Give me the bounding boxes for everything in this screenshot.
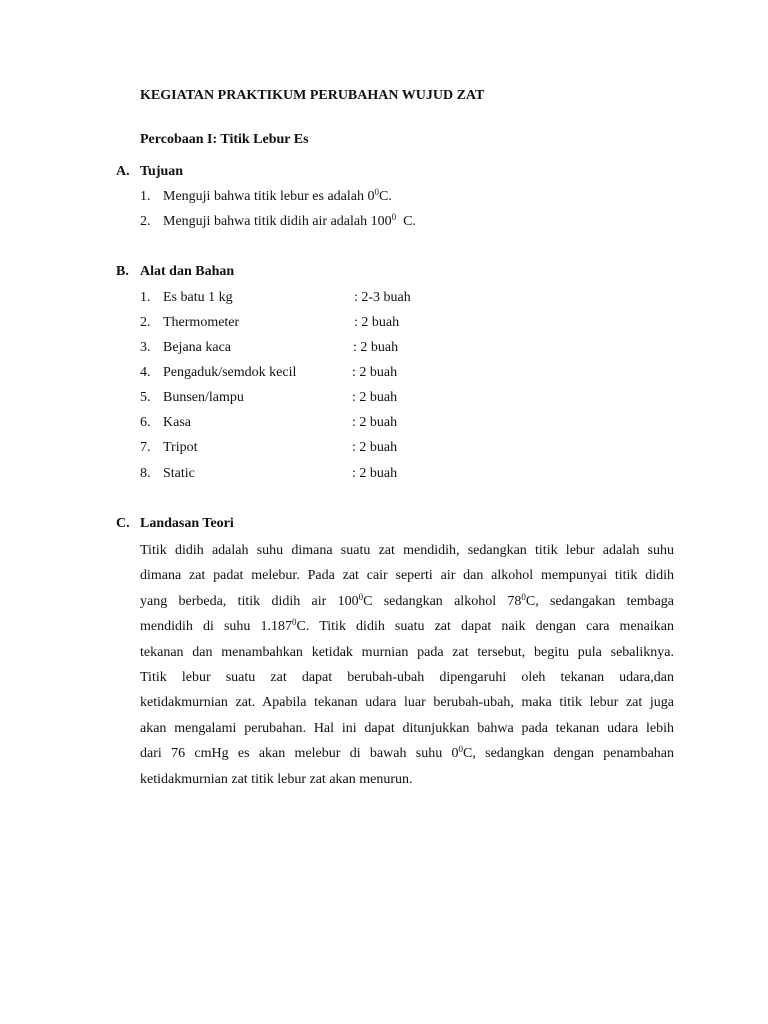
material-4-number: 4. [140, 365, 151, 380]
theory-line-10-text: ketidakmurnian zat titik lebur zat akan menurun. [140, 771, 413, 787]
objective-1-degree: 0 [374, 187, 379, 197]
objective-2-unit: C. [396, 214, 416, 229]
theory-line-9-text-a: dari 76 cmHg es akan melebur di bawah suhu 0 [140, 746, 459, 762]
material-1-number: 1. [140, 290, 151, 305]
material-4-name: Pengaduk/semdok kecil [163, 365, 297, 380]
objective-2-text: Menguji bahwa titik didih air adalah 100 [163, 214, 392, 229]
theory-line-2 [140, 563, 674, 588]
theory-line-8-text: akan mengalami perubahan. Hal ini dapat ditunjukkan bahwa pada tekanan udara lebih [140, 720, 674, 736]
section-c-heading: Landasan Teori [140, 516, 234, 531]
theory-line-3-text-c: C, sedangakan tembaga [525, 593, 675, 609]
theory-line-4-text-a: mendidih di suhu 1.187 [140, 619, 293, 635]
material-3-name: Bejana kaca [163, 340, 232, 355]
material-8-qty: : 2 buah [352, 466, 398, 481]
theory-line-3-text-a: yang berbeda, titik didih air 100 [140, 593, 359, 609]
objective-2 [163, 214, 416, 230]
experiment-title: Percobaan I: Titik Lebur Es [140, 132, 309, 147]
objective-1 [163, 189, 392, 205]
theory-line-4-text-b: C. Titik didih suatu zat dapat naik dengan cara menaikan [296, 619, 674, 635]
material-8-name: Static [163, 466, 195, 481]
material-8-number: 8. [140, 466, 151, 481]
theory-line-3-degree-2: 0 [521, 591, 526, 602]
section-b-letter: B. [116, 264, 129, 279]
theory-line-7 [140, 690, 674, 715]
material-5-number: 5. [140, 390, 151, 405]
theory-line-10 [140, 767, 674, 792]
material-5-name: Bunsen/lampu [163, 390, 244, 405]
material-7-number: 7. [140, 440, 151, 455]
theory-line-3-text-b: C sedangkan alkohol 78 [363, 593, 522, 609]
material-1-name: Es batu 1 kg [163, 290, 233, 305]
theory-line-3-degree-1: 0 [358, 591, 364, 602]
objective-1-number: 1. [140, 189, 151, 204]
theory-line-6 [140, 665, 674, 690]
material-7-name: Tripot [163, 440, 198, 455]
theory-line-9-degree: 0 [458, 744, 463, 755]
theory-line-1 [140, 538, 674, 563]
theory-line-8 [140, 716, 674, 741]
document-title: KEGIATAN PRAKTIKUM PERUBAHAN WUJUD ZAT [140, 88, 485, 103]
section-a-letter: A. [116, 164, 130, 179]
material-6-qty: : 2 buah [352, 415, 398, 430]
theory-line-4 [140, 614, 674, 639]
section-a-heading: Tujuan [140, 164, 184, 179]
material-2-qty: : 2 buah [354, 315, 400, 330]
theory-line-9 [140, 741, 674, 766]
theory-line-4-degree: 0 [292, 617, 297, 628]
material-7-qty: : 2 buah [352, 440, 398, 455]
theory-line-3 [140, 589, 674, 614]
material-3-qty: : 2 buah [353, 340, 399, 355]
section-b-heading: Alat dan Bahan [140, 264, 235, 279]
objective-2-degree: 0 [391, 212, 397, 222]
theory-line-5-text: tekanan dan menambahkan ketidak murnian pada zat tersebut, begitu pula sebaliknya. [140, 644, 674, 660]
material-6-number: 6. [140, 415, 151, 430]
material-2-name: Thermometer [163, 315, 240, 330]
theory-line-6-text: Titik lebur suatu zat dapat berubah-ubah dipengaruhi oleh tekanan udara,dan [140, 669, 674, 685]
objective-1-unit: C. [379, 189, 392, 204]
theory-line-2-text: dimana zat padat melebur. Pada zat cair seperti air dan alkohol mempunyai titik didih [140, 568, 674, 584]
theory-paragraph [140, 538, 674, 792]
material-6-name: Kasa [163, 415, 191, 430]
material-2-number: 2. [140, 315, 151, 330]
theory-line-5 [140, 640, 674, 665]
objective-2-number: 2. [140, 214, 151, 229]
theory-line-1-text: Titik didih adalah suhu dimana suatu zat mendidih, sedangkan titik lebur adalah suhu [140, 543, 674, 558]
material-5-qty: : 2 buah [352, 390, 398, 405]
section-c-letter: C. [116, 516, 130, 531]
theory-line-7-text: ketidakmurnian zat. Apabila tekanan udara luar berubah-ubah, maka titik lebur zat juga [140, 695, 674, 711]
material-4-qty: : 2 buah [352, 365, 398, 380]
material-3-number: 3. [140, 340, 151, 355]
theory-line-9-text-b: C, sedangkan dengan penambahan [463, 746, 674, 762]
objective-1-text: Menguji bahwa titik lebur es adalah 0 [163, 189, 375, 204]
material-1-qty: : 2-3 buah [354, 290, 411, 305]
